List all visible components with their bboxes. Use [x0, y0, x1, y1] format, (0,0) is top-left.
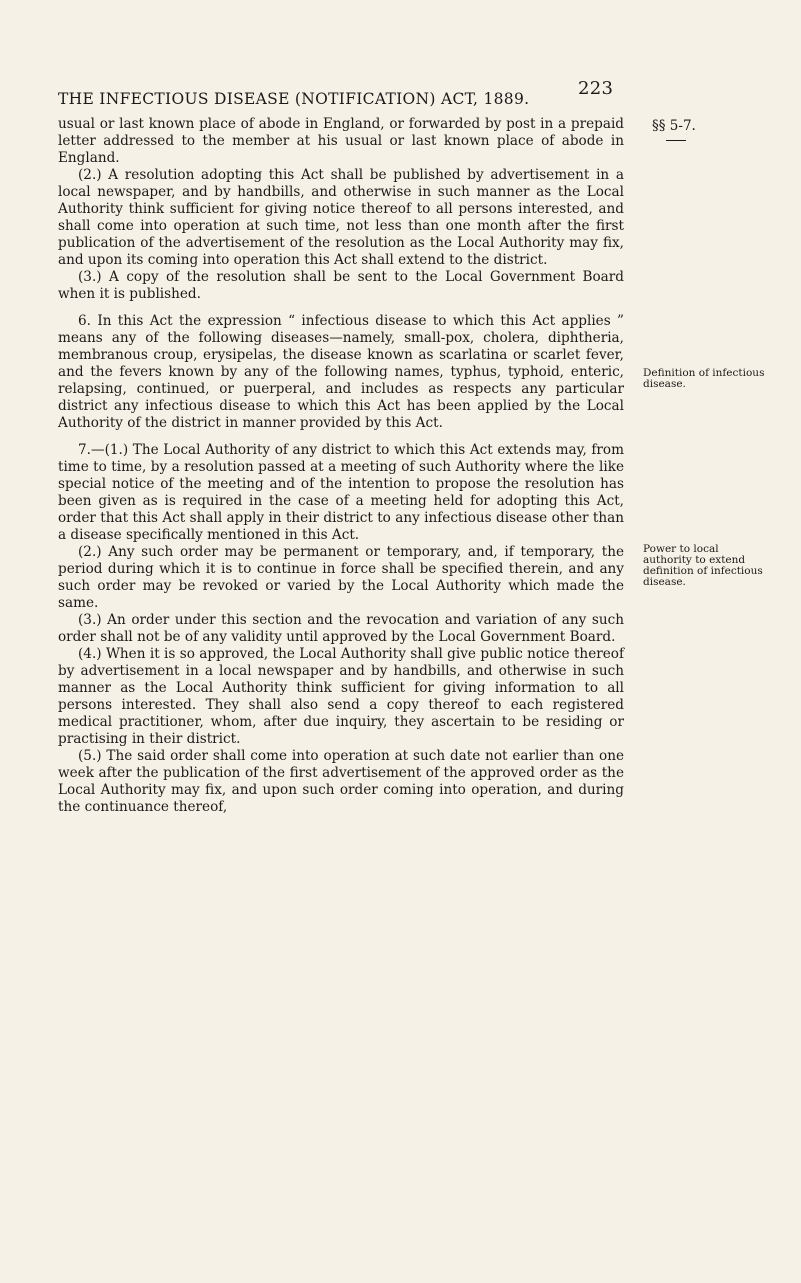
- paragraph-7-2: (2.) Any such order may be permanent or temporary, and, if temporary, the period during which it is to continue in force shall be specified therein, and any such order may be revoked or varied by the Local Authority which made the same.: [58, 544, 624, 611]
- page-number: 223: [578, 78, 614, 99]
- paragraph-7-5: (5.) The said order shall come into operation at such date not earlier than one week after the publication of the first advertisement of the approved order as the Local Authority may fix, and upon such order coming into operation, and during the continuance thereof,: [58, 748, 624, 815]
- paragraph-7-3: (3.) An order under this section and the revocation and variation of any such order shall not be of any validity until approved by the Local Government Board.: [58, 612, 624, 645]
- paragraph-7-1: 7.—(1.) The Local Authority of any district to which this Act extends may, from time to time, by a resolution passed at a meeting of such Authority where the like special notice of the meeting and of the intention to propose the resolution has been given as is required in the case of a meeting held for adopting this Act, order that this Act shall apply in their district to any infectious disease other than a disease specifically mentioned in this Act.: [58, 442, 624, 543]
- body-text: [58, 116, 624, 816]
- section-range-rule: [666, 140, 686, 141]
- paragraph-6: 6. In this Act the expression “ infectious disease to which this Act applies ” means any of the following diseases—namely, small-pox, cholera, diphtheria, membranous croup, erysipelas, the disease known as scarlatina or scarlet fever, and the fevers known by any of the following names, typhus, typhoid, enteric, relapsing, continued, or puerperal, and includes as respects any particular district any infectious disease to which this Act has been applied by the Local Authority of the district in manner provided by this Act.: [58, 313, 624, 431]
- running-header: [58, 78, 614, 108]
- section-range-label: §§ 5-7.: [652, 118, 696, 134]
- marginal-note-definition: Definition of infectious disease.: [643, 367, 765, 390]
- running-title: THE INFECTIOUS DISEASE (NOTIFICATION) ACT, 1889.: [58, 90, 530, 108]
- paragraph-continuation: usual or last known place of abode in England, or forwarded by post in a prepaid letter addressed to the member at his usual or last known place of abode in England.: [58, 116, 624, 166]
- section-range: [652, 118, 696, 141]
- paragraph-7-4: (4.) When it is so approved, the Local Authority shall give public notice thereof by advertisement in a local newspaper and by handbills, and otherwise in such manner as the Local Authority think sufficient for giving information to all persons interested. They shall also send a copy thereof to each registered medical practitioner, whom, after due inquiry, they ascertain to be residing or practising in their district.: [58, 646, 624, 747]
- paragraph-5-2: (2.) A resolution adopting this Act shall be published by advertisement in a local newspaper, and by handbills, and otherwise in such manner as the Local Authority think sufficient for giving notice thereof to all persons interested, and shall come into operation at such time, not less than one month after the first publication of the advertisement of the resolution as the Local Authority may fix, and upon its coming into operation this Act shall extend to the district.: [58, 167, 624, 268]
- marginal-note-power: Power to local authority to extend definition of infectious disease.: [643, 543, 763, 588]
- paragraph-5-3: (3.) A copy of the resolution shall be sent to the Local Government Board when it is published.: [58, 269, 624, 302]
